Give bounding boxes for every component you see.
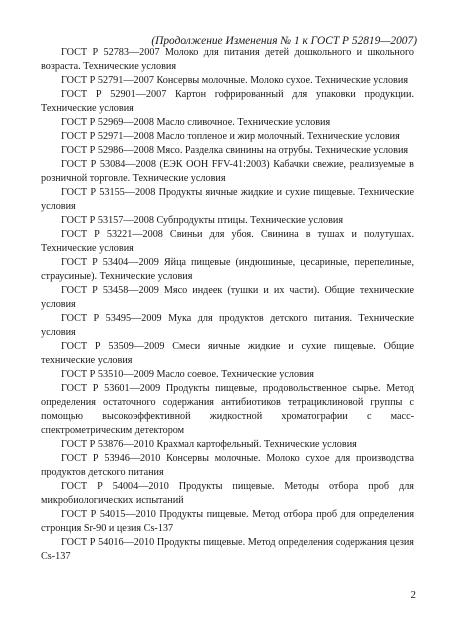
gost-entry: ГОСТ Р 53510—2009 Масло соевое. Технические условия: [61, 369, 314, 380]
gost-entry: ГОСТ Р 54004—2010 Продукты пищевые. Методы отбора проб для микробиологических испытаний: [41, 481, 414, 506]
gost-entry: ГОСТ Р 53876—2010 Крахмал картофельный. Технические условия: [61, 439, 357, 450]
gost-entry: ГОСТ Р 54015—2010 Продукты пищевые. Метод отбора проб для определения стронция Sr-90 и цезия Cs-137: [41, 509, 414, 534]
page-number: 2: [410, 589, 416, 601]
gost-entry: ГОСТ Р 53946—2010 Консервы молочные. Молоко сухое для производства продуктов детского питания: [41, 453, 414, 478]
gost-entry: ГОСТ Р 53458—2009 Мясо индеек (тушки и их части). Общие технические условия: [41, 285, 414, 310]
gost-entry: ГОСТ Р 52901—2007 Картон гофрированный для упаковки продукции. Технические условия: [41, 89, 414, 114]
gost-entry: ГОСТ Р 52791—2007 Консервы молочные. Молоко сухое. Технические условия: [61, 75, 409, 86]
gost-entry: ГОСТ Р 53509—2009 Смеси яичные жидкие и сухие пищевые. Общие технические условия: [41, 341, 414, 366]
gost-entry: ГОСТ Р 53157—2008 Субпродукты птицы. Технические условия: [61, 215, 344, 226]
gost-entry: ГОСТ Р 52969—2008 Масло сливочное. Технические условия: [61, 117, 331, 128]
gost-entry: ГОСТ Р 53221—2008 Свиньи для убоя. Свинина в тушах и полутушах. Технические условия: [41, 229, 414, 254]
document-body: [41, 46, 414, 564]
gost-entry: ГОСТ Р 53404—2009 Яйца пищевые (индюшиные, цесариные, перепелиные, страусиные). Технические условия: [41, 257, 414, 282]
gost-entry: ГОСТ Р 52986—2008 Мясо. Разделка свинины на отрубы. Технические условия: [61, 145, 409, 156]
gost-entry: ГОСТ Р 53084—2008 (ЕЭК ООН FFV-41:2003) Кабачки свежие, реализуемые в розничной торговле. Технические условия: [41, 159, 414, 184]
running-header: (Продолжение Изменения № 1 к ГОСТ Р 52819—2007): [151, 35, 417, 47]
gost-entry: ГОСТ Р 53495—2009 Мука для продуктов детского питания. Технические условия: [41, 313, 414, 338]
gost-entry: ГОСТ Р 52971—2008 Масло топленое и жир молочный. Технические условия: [61, 131, 400, 142]
gost-entry: ГОСТ Р 52783—2007 Молоко для питания детей дошкольного и школьного возраста. Технические условия: [41, 47, 414, 72]
gost-entry: ГОСТ Р 54016—2010 Продукты пищевые. Метод определения содержания цезия Cs-137: [41, 537, 414, 562]
gost-entry: ГОСТ Р 53601—2009 Продукты пищевые, продовольственное сырье. Метод определения остаточного содержания антибиотиков тетрациклиновой группы с помощью высокоэффективной жидкостной хроматографии с масс-спектрометрическим детектором: [41, 383, 414, 436]
gost-entry: ГОСТ Р 53155—2008 Продукты яичные жидкие и сухие пищевые. Технические условия: [41, 187, 414, 212]
